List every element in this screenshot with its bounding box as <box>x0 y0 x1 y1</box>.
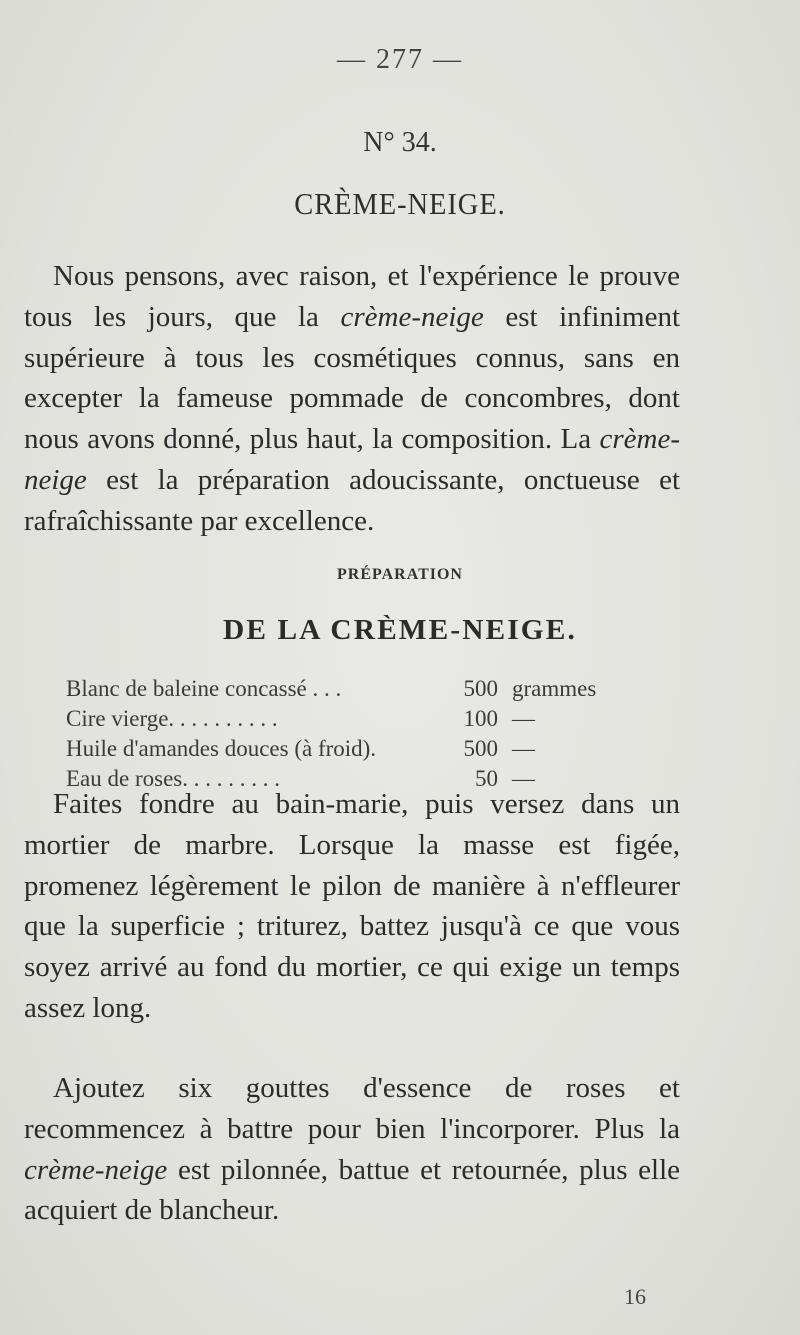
italic-term: crème-neige <box>24 1153 168 1186</box>
ingredient-name: Huile d'amandes douces (à froid). <box>66 736 377 761</box>
text-run: est infiniment supérieure à tous les cosmétiques connus, sans en excepter la fameuse pommade de concombres, dont nous avons donné, plus haut, la composition. La <box>24 300 680 456</box>
italic-term: crème-neige <box>340 300 484 333</box>
ingredient-unit: — <box>512 766 535 791</box>
text-run: Nous pensons, avec raison, et l'expérience le prouve tous les jours, que la <box>24 260 680 333</box>
signature-mark: 16 <box>624 1284 646 1309</box>
text-run: est la préparation adoucissante, onctueuse et rafraîchissante par excellence. <box>24 463 680 537</box>
ingredient-row <box>66 704 666 734</box>
finish-paragraph <box>24 1068 680 1231</box>
ingredient-row <box>66 674 666 704</box>
text-run: est pilonnée, battue et retournée, plus elle acquiert de blancheur. <box>24 1153 680 1227</box>
ingredient-quantity: 100 <box>463 706 498 731</box>
section-heading-large: DE LA CRÈME-NEIGE. <box>223 615 577 646</box>
method-paragraph: Faites fondre au bain-marie, puis versez dans un mortier de marbre. Lorsque la masse est figée, promenez légèrement le pilon de manière à n'effleurer que la superficie ; triturez, battez jusqu'à ce que vous soyez arrivé au fond du mortier, ce qui exige un temps assez long. <box>24 788 680 1024</box>
ingredient-name: Blanc de baleine concassé . . . <box>66 676 342 701</box>
ingredient-unit: — <box>512 706 535 731</box>
ingredient-unit: grammes <box>512 676 597 701</box>
italic-term: crème-neige <box>24 423 680 496</box>
page-number: — 277 — <box>337 44 463 75</box>
text-run: Ajoutez six gouttes d'essence de roses et recommencez à battre pour bien l'incorporer. Plus la <box>24 1072 680 1145</box>
intro-paragraph <box>24 256 680 542</box>
ingredient-unit: — <box>512 736 535 761</box>
ingredient-name: Eau de roses. . . . . . . . . <box>66 766 280 791</box>
ingredient-quantity: 500 <box>463 736 498 761</box>
ingredient-row <box>66 734 666 764</box>
article-title: CRÈME-NEIGE. <box>294 186 506 221</box>
ingredient-quantity: 500 <box>463 676 498 701</box>
ingredients-list <box>66 674 666 794</box>
ingredient-quantity: 50 <box>475 766 498 791</box>
section-heading-small: PRÉPARATION <box>337 566 463 583</box>
article-number: N° 34. <box>363 127 437 158</box>
ingredient-name: Cire vierge. . . . . . . . . . <box>66 706 278 731</box>
